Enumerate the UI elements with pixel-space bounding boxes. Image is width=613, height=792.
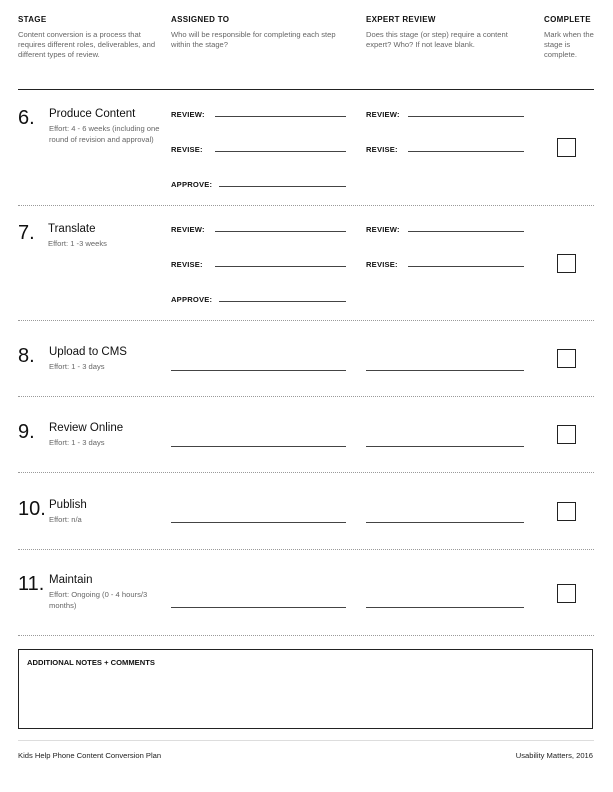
stage-effort: Effort: 1 - 3 days [49,362,105,371]
expert-revise-line[interactable] [408,151,524,152]
complete-column-header [544,15,600,60]
footer-divider [18,740,594,741]
complete-header-title: COMPLETE [544,15,591,24]
stage-name: Review Online [49,422,124,434]
assigned-line[interactable] [171,370,346,371]
assigned-line[interactable] [171,607,346,608]
assigned-header-desc: Who will be responsible for completing each step within the stage? [171,30,336,49]
stage-column-header [18,15,158,60]
assigned-column-header [171,15,341,50]
stage-header-desc: Content conversion is a process that requires different roles, deliverables, and different types of review. [18,30,156,59]
stage-name: Maintain [49,574,93,586]
stage-name: Produce Content [49,108,136,120]
notes-box[interactable] [18,649,593,729]
complete-checkbox[interactable] [557,254,576,273]
row-divider [18,635,594,636]
review-assigned-line[interactable] [215,116,346,117]
header-divider [18,89,594,90]
revise-label: REVISE: [171,145,203,154]
expert-revise-label: REVISE: [366,145,398,154]
complete-checkbox[interactable] [557,502,576,521]
revise-assigned-line[interactable] [215,151,346,152]
expert-revise-label: REVISE: [366,260,398,269]
complete-header-desc: Mark when the stage is complete. [544,30,594,59]
complete-checkbox[interactable] [557,425,576,444]
row-divider [18,205,594,206]
review-label: REVIEW: [171,225,205,234]
approve-label: APPROVE: [171,295,213,304]
stage-number: 10. [18,498,46,520]
review-assigned-line[interactable] [215,231,346,232]
stage-header-title: STAGE [18,15,47,24]
expert-line[interactable] [366,607,524,608]
stage-number: 11. [18,573,45,595]
stage-number: 7. [18,222,35,244]
approve-label: APPROVE: [171,180,213,189]
notes-title: ADDITIONAL NOTES + COMMENTS [27,658,155,667]
expert-revise-line[interactable] [408,266,524,267]
complete-checkbox[interactable] [557,138,576,157]
row-divider [18,472,594,473]
expert-header-desc: Does this stage (or step) require a content expert? Who? If not leave blank. [366,30,508,49]
expert-review-label: REVIEW: [366,225,400,234]
stage-effort: Effort: Ongoing (0 - 4 hours/3 months) [49,590,148,610]
expert-line[interactable] [366,370,524,371]
expert-line[interactable] [366,522,524,523]
row-divider [18,549,594,550]
stage-name: Upload to CMS [49,346,127,358]
stage-number: 6. [18,107,35,129]
assigned-line[interactable] [171,522,346,523]
approve-assigned-line[interactable] [219,301,346,302]
expert-line[interactable] [366,446,524,447]
stage-number: 8. [18,345,35,367]
stage-name: Publish [49,499,87,511]
footer-right: Usability Matters, 2016 [515,751,593,760]
expert-column-header [366,15,526,50]
row-divider [18,396,594,397]
stage-effort: Effort: 1 -3 weeks [48,239,107,248]
stage-effort: Effort: n/a [49,515,82,524]
review-label: REVIEW: [171,110,205,119]
complete-checkbox[interactable] [557,584,576,603]
approve-assigned-line[interactable] [219,186,346,187]
expert-review-label: REVIEW: [366,110,400,119]
expert-review-line[interactable] [408,116,524,117]
expert-review-line[interactable] [408,231,524,232]
revise-assigned-line[interactable] [215,266,346,267]
assigned-header-title: ASSIGNED TO [171,15,230,24]
footer-left: Kids Help Phone Content Conversion Plan [18,751,162,760]
stage-effort: Effort: 4 - 6 weeks (including one round of revision and approval) [49,124,160,144]
row-divider [18,320,594,321]
expert-header-title: EXPERT REVIEW [366,15,436,24]
revise-label: REVISE: [171,260,203,269]
complete-checkbox[interactable] [557,349,576,368]
stage-number: 9. [18,421,35,443]
stage-effort: Effort: 1 - 3 days [49,438,105,447]
stage-name: Translate [48,223,96,235]
assigned-line[interactable] [171,446,346,447]
